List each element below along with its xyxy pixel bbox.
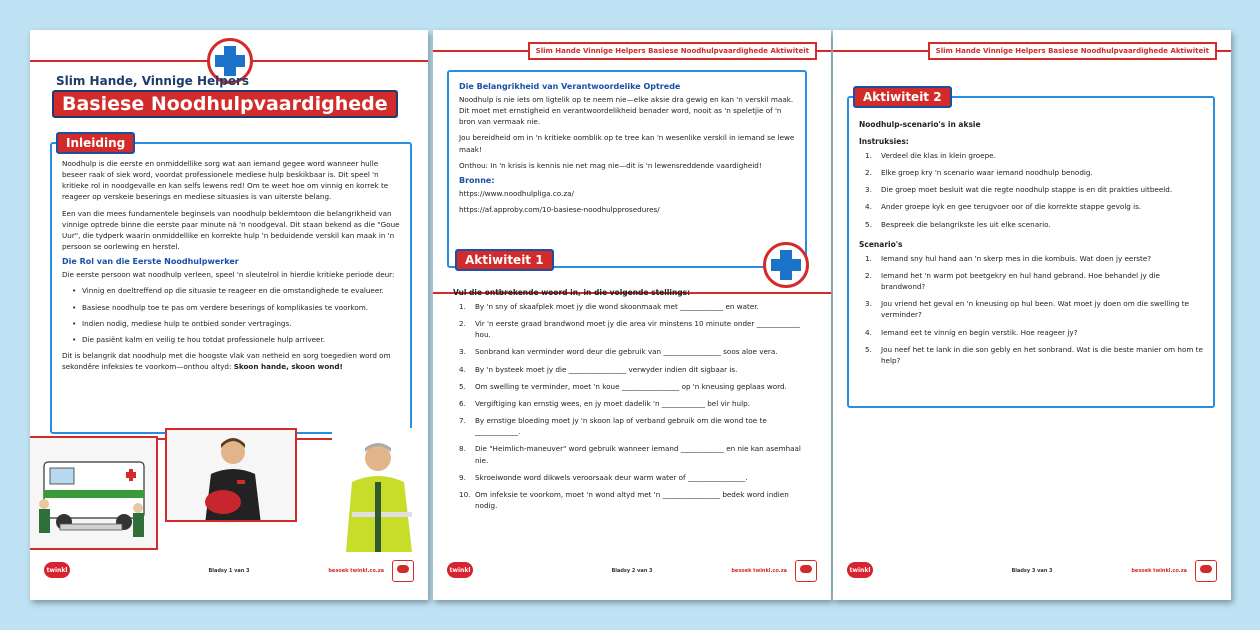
- responsibility-box: [447, 70, 807, 268]
- page-number: Bladsy 2 van 3: [611, 568, 653, 574]
- page-number: Bladsy 3 van 3: [1011, 568, 1053, 574]
- list-item: 7. By ernstige bloeding moet jy 'n skoon lap of verband gebruik om die wond toe te ____________.: [459, 416, 767, 437]
- list-item: • Die pasiënt kalm en veilig te hou totdat professionele hulp arriveer.: [72, 334, 400, 345]
- role-bullet-list: [62, 285, 400, 345]
- role-heading: Die Rol van die Eerste Noodhulpwerker: [62, 257, 239, 267]
- award-badge-icon: [1195, 560, 1217, 582]
- activity-2-tab: Aktiwiteit 2: [853, 86, 952, 108]
- box-heading: Die Belangrikheid van Verantwoordelike Optrede: [459, 82, 681, 91]
- scenarios-list: [859, 253, 1203, 366]
- subtitle: Slim Hande, Vinnige Helpers: [56, 74, 250, 88]
- intro-paragraph: Een van die mees fundamentele beginsels van noodhulp beklemtoon die belangrikheid van vinnige optrede binne die eerste paar minute ná 'n noodgeval. Dit staan bekend as die "Goue Uur", die tydperk waarin onmiddellike en korrekte hulp 'n beduidende verskil kan maak in 'n persoon se oorlewing en herstel.: [62, 208, 400, 252]
- worksheet-page-1: [30, 30, 428, 600]
- source-link[interactable]: https://www.noodhulpliga.co.za/: [459, 188, 574, 198]
- source-link[interactable]: https://af.approby.com/10-basiese-noodhulpprosedures/: [459, 205, 660, 215]
- fill-in-list: [453, 301, 813, 511]
- role-intro: Die eerste persoon wat noodhulp verleen, speel 'n sleutelrol in hierdie kritieke periode deur:: [62, 270, 395, 280]
- twinkl-logo: twinkl: [44, 562, 70, 578]
- list-item: • Basiese noodhulp toe te pas om verdere beserings of komplikasies te voorkom.: [72, 302, 400, 313]
- list-item: 2. Elke groep kry 'n scenario waar iemand noodhulp benodig.: [865, 168, 1093, 178]
- closing-text: Dit is belangrik dat noodhulp met die hoogste vlak van netheid en sorg toegedien word om sekondêre infeksies te voorkom—onthou altyd:: [62, 351, 391, 372]
- paramedic-icon: [167, 430, 297, 522]
- site-link[interactable]: besoek twinkl.co.za: [1131, 568, 1187, 574]
- instructions-list: [859, 150, 1203, 230]
- sources-heading: Bronne:: [459, 175, 495, 185]
- list-item: • Indien nodig, mediese hulp te ontbied sonder vertragings.: [72, 318, 400, 329]
- ambulance-icon: [30, 438, 158, 550]
- worksheet-page-3: [833, 30, 1231, 600]
- list-item: 1. Verdeel die klas in klein groepe.: [865, 151, 996, 160]
- list-item: 3. Sonbrand kan verminder word deur die gebruik van ________________ soos aloe vera.: [459, 347, 778, 357]
- page-banner: Slim Hande Vinnige Helpers Basiese Noodhulpvaardighede Aktiwiteit: [928, 42, 1217, 60]
- list-item: 6. Vergiftiging kan ernstig wees, en jy moet dadelik 'n ____________ bel vir hulp.: [459, 398, 750, 408]
- list-item: 9. Skroeiwonde word dikwels veroorsaak deur warm water of ________________.: [459, 472, 748, 482]
- instructions-heading: Instruksies:: [859, 137, 909, 146]
- intro-paragraph: Noodhulp is die eerste en onmiddellike sorg wat aan iemand gegee word wanneer hulle beseer raak of siek word, voordat professionele mediese hulp beskikbaar is. Dit speel 'n kritieke rol in noodgevalle en kan selfs lewens red! Om te weet hoe om vinnig en korrek te reageer op verskeie beserings en mediese situasies is van uiterste belang.: [62, 159, 389, 202]
- list-item: 4. Ander groepe kyk en gee terugvoer oor of die korrekte stappe gevolg is.: [865, 202, 1142, 212]
- list-item: 8. Die "Heimlich-maneuver" word gebruik wanneer iemand ____________ en nie kan asemhaal nie.: [459, 444, 801, 465]
- list-item: 3. Jou vriend het geval en 'n kneusing op hul been. Wat moet jy doen om die swelling te verminder?: [865, 299, 1189, 320]
- list-item: 1. By 'n sny of skaafplek moet jy die wond skoonmaak met ____________ en water.: [459, 302, 759, 311]
- paramedic-illustration: [165, 428, 297, 522]
- worksheet-page-2: [433, 30, 831, 600]
- scenario-box: [847, 96, 1215, 408]
- list-item: 5. Om swelling te verminder, moet 'n koue ________________ op 'n kneusing geplaas word.: [459, 381, 787, 391]
- list-item: 4. By 'n bysteek moet jy die ________________ verwyder indien dit sigbaar is.: [459, 364, 738, 374]
- box-paragraph: Jou bereidheid om in 'n kritieke oomblik op te tree kan 'n wesenlike verskil in iemand se lewe maak!: [459, 133, 795, 154]
- closing-paragraph: [62, 350, 400, 372]
- scenarios-heading: Scenario's: [859, 239, 903, 249]
- box-title: Noodhulp-scenario's in aksie: [859, 120, 981, 129]
- list-item: 2. Vir 'n eerste graad brandwond moet jy die area vir minstens 10 minute onder ____________ hou.: [459, 319, 800, 340]
- paramedic-man-icon: [332, 428, 428, 552]
- list-item: 5. Jou neef het te lank in die son gebly en het sonbrand. Wat is die beste manier om hom te help?: [865, 344, 1203, 365]
- closing-bold: Skoon hande, skoon wond!: [233, 362, 343, 372]
- box-paragraph: Onthou: In 'n krisis is kennis nie net mag nie—dit is 'n lewensreddende vaardigheid!: [459, 160, 762, 170]
- list-item: 1. Iemand sny hul hand aan 'n skerp mes in die kombuis. Wat doen jy eerste?: [865, 253, 1152, 263]
- activity-instruction: Vul die ontbrekende woord in, in die volgende stellings:: [453, 288, 691, 297]
- page-title: Basiese Noodhulpvaardighede: [52, 90, 398, 118]
- paramedic-man-illustration: [332, 428, 428, 552]
- award-badge-icon: [392, 560, 414, 582]
- list-item: 5. Bespreek die belangrikste les uit elke scenario.: [865, 219, 1051, 229]
- page-number: Bladsy 1 van 3: [208, 568, 250, 574]
- twinkl-logo: twinkl: [447, 562, 473, 578]
- award-badge-icon: [795, 560, 817, 582]
- box-paragraph: Noodhulp is nie iets om ligtelik op te neem nie—elke aksie dra gewig en kan 'n verskil maak. Dit moet met ernstigheid en verantwoordelikheid benader word, nooit as 'n speletjie of 'n bron van vermaak nie.: [459, 95, 794, 127]
- page-banner: Slim Hande Vinnige Helpers Basiese Noodhulpvaardighede Aktiwiteit: [528, 42, 817, 60]
- list-item: 4. Iemand eet te vinnig en begin verstik. Hoe reageer jy?: [865, 327, 1078, 337]
- list-item: 10. Om infeksie te voorkom, moet 'n wond altyd met 'n ________________ bedek word indien nodig.: [459, 489, 789, 511]
- list-item: • Vinnig en doeltreffend op die situasie te reageer en die omstandighede te evalueer.: [72, 285, 400, 296]
- list-item: 2. Iemand het 'n warm pot beetgekry en hul hand gebrand. Hoe behandel jy die brandwond?: [865, 270, 1160, 292]
- site-link[interactable]: besoek twinkl.co.za: [328, 568, 384, 574]
- activity-1-tab: Aktiwiteit 1: [455, 249, 554, 271]
- activity-1-content: [453, 288, 813, 517]
- intro-box: [50, 142, 412, 434]
- list-item: 3. Die groep moet besluit wat die regte noodhulp stappe is en dit prakties uitbeeld.: [865, 185, 1173, 195]
- ambulance-illustration: [30, 436, 158, 550]
- intro-tab: Inleiding: [56, 132, 135, 154]
- first-aid-cross-icon: [763, 242, 809, 288]
- site-link[interactable]: besoek twinkl.co.za: [731, 568, 787, 574]
- twinkl-logo: twinkl: [847, 562, 873, 578]
